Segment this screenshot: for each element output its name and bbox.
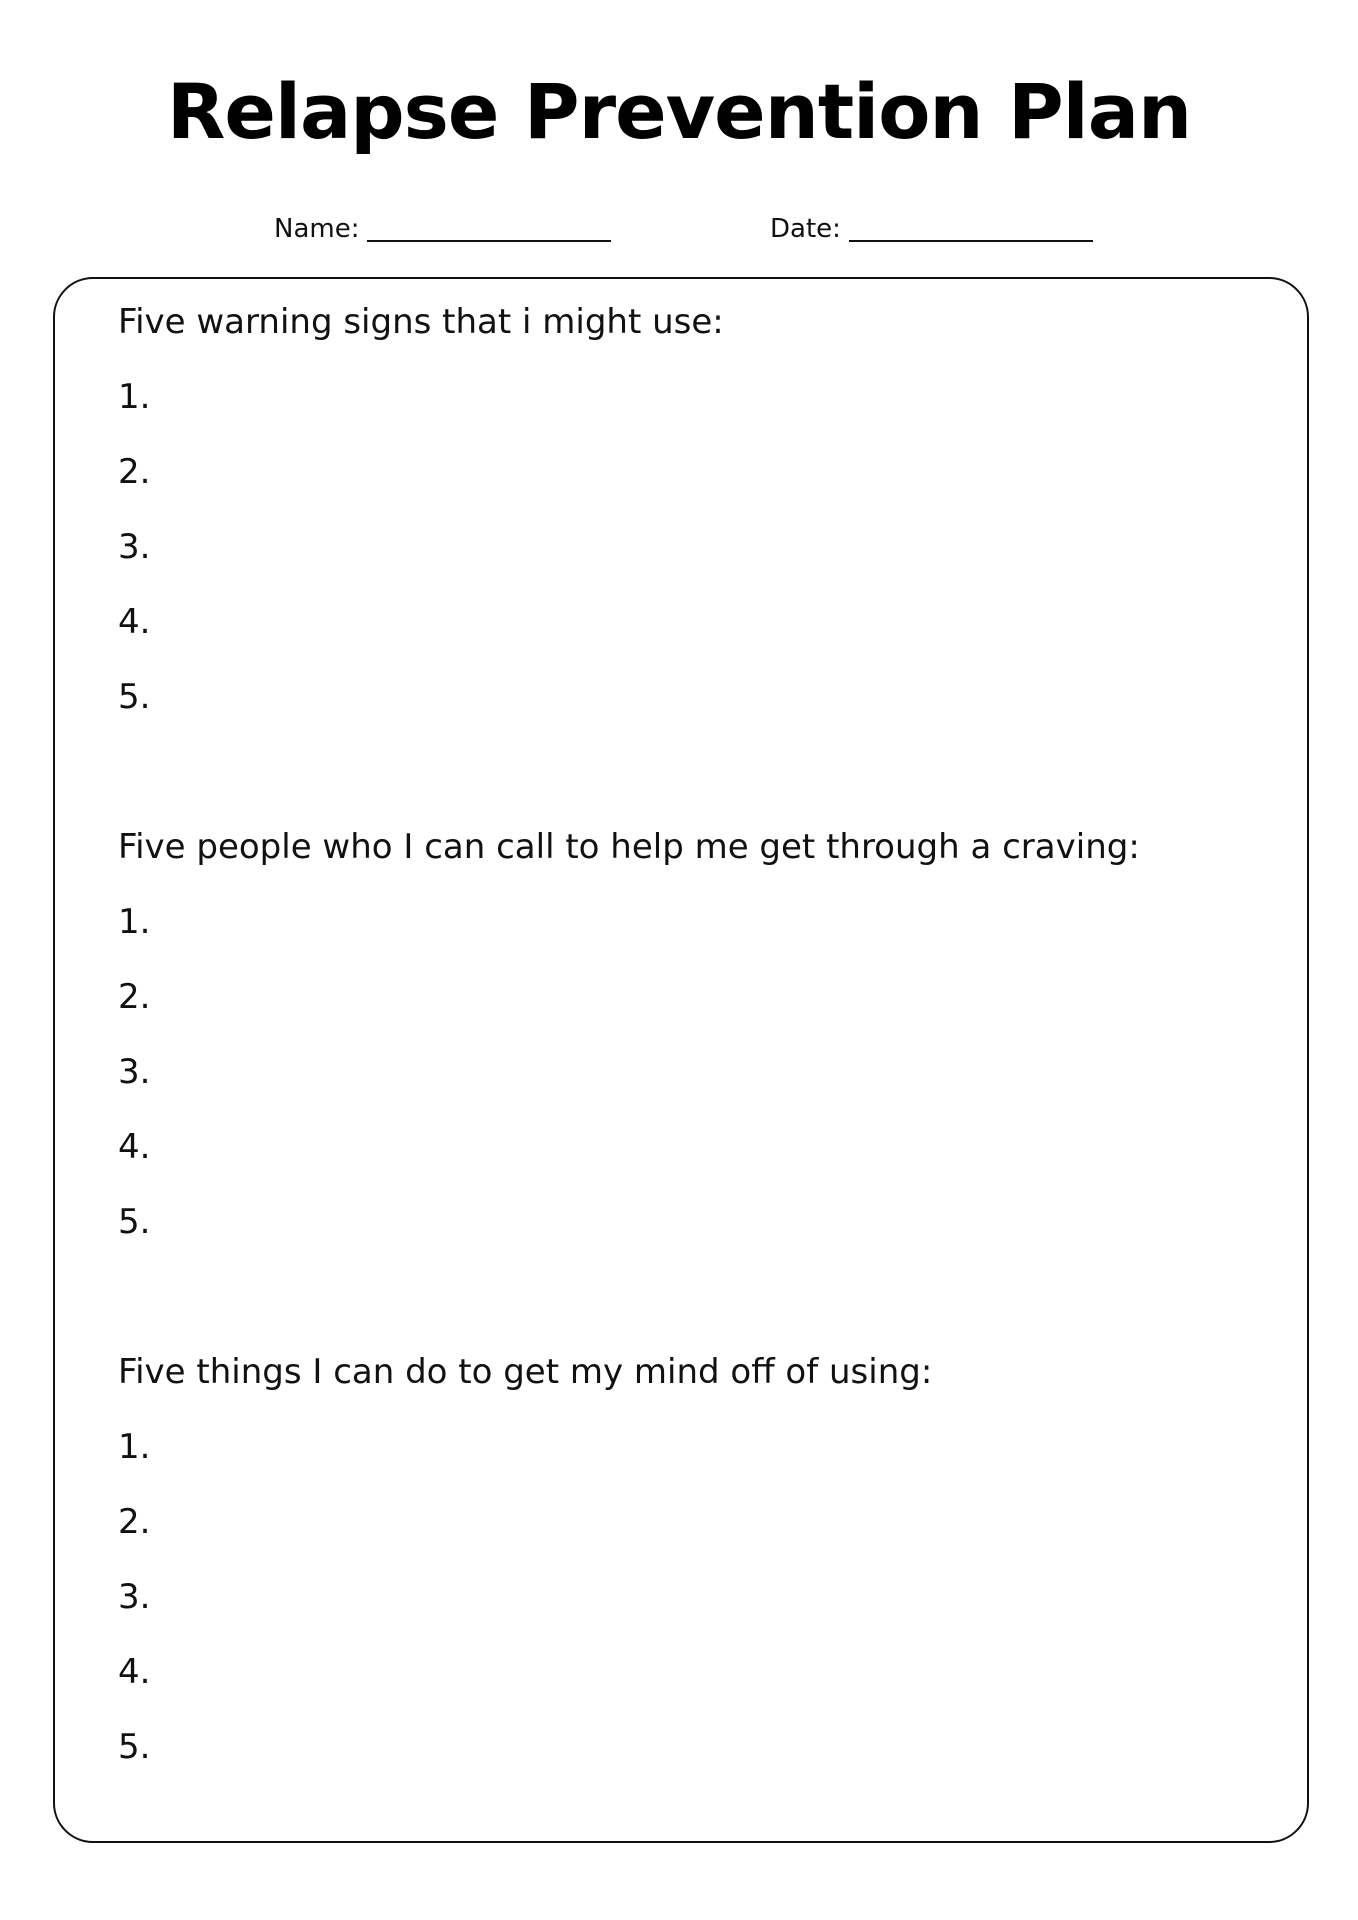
list-item[interactable]: 2. [118, 977, 151, 1017]
section-heading: Five things I can do to get my mind off of using: [118, 1352, 933, 1392]
name-field[interactable] [274, 212, 611, 246]
list-item[interactable]: 4. [118, 1127, 151, 1167]
list-item[interactable]: 3. [118, 527, 151, 567]
warning-signs-section [118, 300, 1268, 719]
list-item[interactable]: 1. [118, 377, 151, 417]
date-blank-line[interactable] [849, 240, 1093, 242]
section-heading: Five warning signs that i might use: [118, 302, 724, 342]
list-item[interactable]: 2. [118, 452, 151, 492]
list-item[interactable]: 5. [118, 1202, 151, 1242]
list-item[interactable]: 1. [118, 1427, 151, 1467]
list-item[interactable]: 3. [118, 1052, 151, 1092]
list-item[interactable]: 3. [118, 1577, 151, 1617]
list-item[interactable]: 4. [118, 602, 151, 642]
list-item[interactable]: 4. [118, 1652, 151, 1692]
name-blank-line[interactable] [367, 240, 611, 242]
list-item[interactable]: 1. [118, 902, 151, 942]
page-title: Relapse Prevention Plan [166, 67, 1192, 156]
list-item[interactable]: 2. [118, 1502, 151, 1542]
list-item[interactable]: 5. [118, 677, 151, 717]
date-field[interactable] [770, 212, 1093, 246]
support-people-section [118, 825, 1268, 1244]
name-label: Name: [274, 214, 360, 244]
date-label: Date: [770, 214, 841, 244]
list-item[interactable]: 5. [118, 1727, 151, 1767]
distraction-activities-section [118, 1350, 1268, 1769]
section-heading: Five people who I can call to help me get through a craving: [118, 827, 1140, 867]
